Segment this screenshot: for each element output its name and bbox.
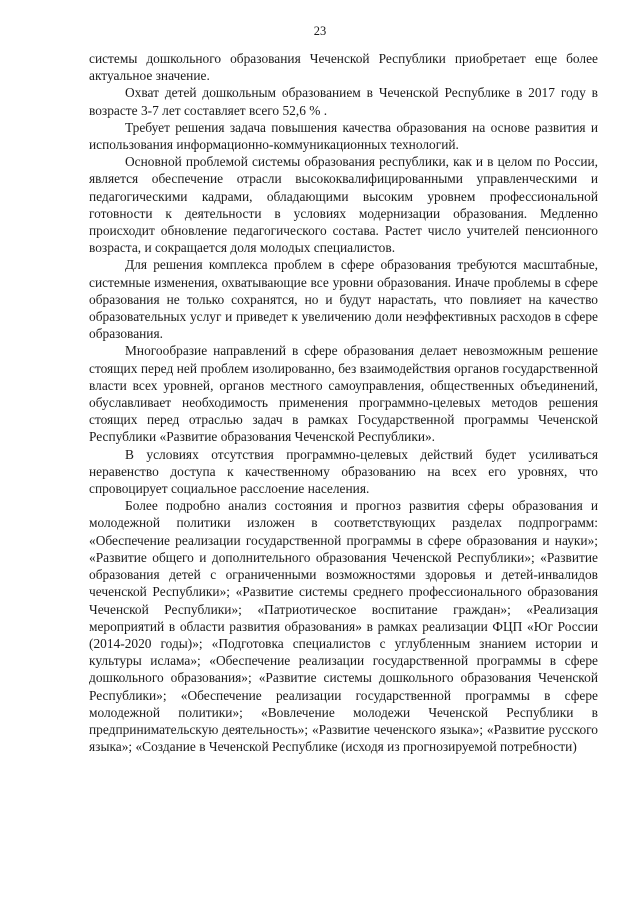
paragraph: Основной проблемой системы образования республики, как и в целом по России, является обеспечение отрасли высококвалифицированными управленческими и педагогическими кадрами, обладающими высоким уровнем профессиональной готовности к деятельности в условиях модернизации образования. Медленно происходит обновление педагогического состава. Растет число учителей пенсионного возраста, и сокращается доля молодых специалистов. [89, 154, 598, 256]
paragraph: В условиях отсутствия программно-целевых действий будет усиливаться неравенство доступа к качественному образованию на всех его уровнях, что спровоцирует социальное расслоение населения. [89, 446, 598, 497]
paragraph: Многообразие направлений в сфере образования делает невозможным решение стоящих перед ней проблем изолированно, без взаимодействия органов государственной власти всех уровней, органов местного самоуправления, общественных объединений, обуславливает необходимость применения программно-целевых методов решения стоящих перед отраслью задач в рамках Государственной программы Чеченской Республики «Развитие образования Чеченской Республики». [89, 343, 598, 445]
paragraph: системы дошкольного образования Чеченской Республики приобретает еще более актуальное значение. [89, 51, 598, 84]
page-number: 23 [313, 24, 327, 38]
paragraph: Для решения комплекса проблем в сфере образования требуются масштабные, системные изменения, охватывающие все уровни образования. Иначе проблемы в сфере образования не только сохранятся, но и будут нарастать, что повлияет на качество образовательных услуг и приведет к увеличению доли неэффективных расходов в сфере образования. [89, 257, 598, 342]
paragraph: Требует решения задача повышения качества образования на основе развития и использования информационно-коммуникационных технологий. [89, 119, 598, 153]
paragraph: Охват детей дошкольным образованием в Чеченской Республике в 2017 году в возрасте 3-7 лет составляет всего 52,6 % . [89, 85, 598, 118]
paragraph: Более подробно анализ состояния и прогноз развития сферы образования и молодежной политики изложен в соответствующих разделах подпрограмм: «Обеспечение реализации государственной программы в сфере образования и науки»; «Развитие общего и дополнительного образования Чеченской Республики»; «Развитие образования детей с ограниченными возможностями здоровья и детей-инвалидов чеченской Республики»; «Развитие системы среднего профессионального образования Чеченской Республики»; «Патриотическое воспитание граждан»; «Реализация мероприятий в области развития образования» в рамках реализации ФЦП «Юг России (2014-2020 годы)»; «Подготовка специалистов с углубленным знанием истории и культуры ислама»; «Обеспечение реализации государственной программы в сфере дошкольного образования»; «Развитие системы дошкольного образования Чеченской Республики»; «Обеспечение реализации государственной программы в сфере молодежной политики»; «Вовлечение молодежи Чеченской Республики в предпринимательскую деятельность»; «Развитие чеченского языка»; «Развитие русского языка»; «Создание в Чеченской Республике (исходя из прогнозируемой потребности) [89, 498, 598, 755]
body-text [89, 50, 598, 755]
